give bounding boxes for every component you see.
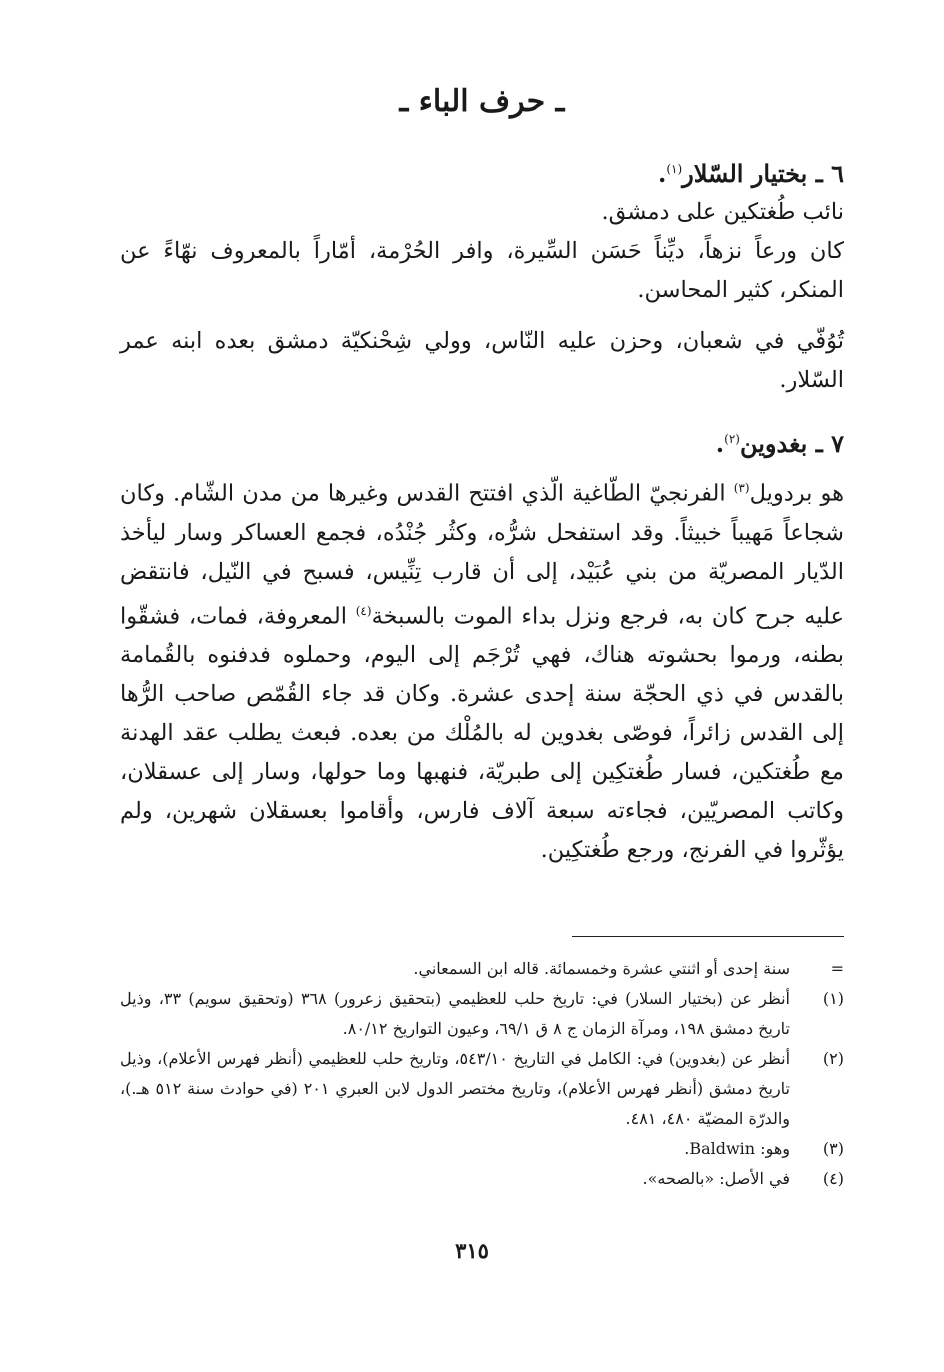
footnote-marker: (٤)	[822, 1169, 844, 1188]
paragraph-mid: الفرنجيّ الطّاغية الّذي افتتح القدس وغيرها من مدن الشّام. وكان شجاعاً مَهيباً خبيثاً. وقد استفحل شرُّه، وكثُر جُنْدُه، فجمع العساكر وسار ليأخذ الدّيار المصريّة من بني عُبَيْد، إلى أن قارب تِنِّيس، فسبح في النّيل، فانتقض عليه جرح كان به، فرجع ونزل بداء الموت بالسبخة	[120, 480, 844, 629]
footnote-ref[interactable]: (١)	[666, 162, 683, 176]
footnote-marker: =	[830, 959, 844, 978]
footnote-ref[interactable]: (٤)	[355, 603, 372, 618]
paragraph-end: المعروفة، فمات، فشقّوا بطنه، ورموا بحشوته هناك، فهي تُرْجَم إلى اليوم، وحملوه فدفنوه بالقُمامة بالقدس في ذي الحجّة سنة إحدى عشرة. وكان قد جاء القُمّص صاحب الرُّها إلى القدس زائراً، فوصّى بغدوين له بالمُلْك من بعده. فبعث يطلب عقد الهدنة مع طُغتكين، فسار طُغتكِين إلى طبريّة، فنهبها وما حولها، وسار إلى عسقلان، وكاتب المصريّين، فجاءته سبعة آلاف فارس، وأقاموا بعسقلان شهرين، ولم يؤثّروا في الفرنج، ورجع طُغتكِين.	[120, 603, 844, 863]
footnotes	[120, 954, 844, 1194]
entry-title	[120, 150, 844, 193]
footnote-text: في الأصل: «بالصحه».	[642, 1169, 790, 1188]
footnote	[120, 954, 844, 984]
footnote-text: أنظر عن (بختيار السلار) في: تاريخ حلب للعظيمي (بتحقيق زعرور) ٣٦٨ (وتحقيق سويم) ٣٣، وذيل تاريخ دمشق ١٩٨، ومرآة الزمان ج ٨ ق ٦٩/١، وعيون التواريخ ٨٠/١٢.	[120, 989, 791, 1038]
entry-title-end: .	[715, 429, 725, 458]
page-number: ٣١٥	[455, 1238, 489, 1263]
footnote	[120, 1044, 844, 1134]
footnote-marker: (٣)	[822, 1139, 844, 1158]
footnote-marker: (١)	[822, 989, 844, 1008]
footnote-marker: (٢)	[822, 1049, 844, 1068]
entry-baghdawin	[120, 420, 844, 870]
footnote	[120, 1134, 844, 1164]
entry-title-end: .	[657, 159, 667, 188]
paragraph-start: هو بردويل	[749, 480, 844, 507]
footnote-divider	[572, 936, 844, 937]
entry-title	[120, 420, 844, 463]
paragraph: تُوُفّي في شعبان، وحزن عليه النّاس، وولي شِحْنكيّة دمشق بعده ابنه عمر السّلار.	[120, 328, 844, 393]
page-body	[120, 82, 844, 870]
footnote	[120, 1164, 844, 1194]
footnote-ref[interactable]: (٢)	[724, 432, 740, 446]
footnote	[120, 984, 844, 1044]
entry-title-text: ٦ ـ بختيار السّلار	[682, 159, 844, 188]
footnote-ref[interactable]: (٣)	[733, 481, 750, 495]
entry-bakhtiyar	[120, 150, 844, 400]
footnote-text: وهو: Baldwin.	[684, 1139, 790, 1158]
footnote-text: أنظر عن (بغدوين) في: الكامل في التاريخ ٥٤٣/١٠، وتاريخ حلب للعظيمي (أنظر فهرس الأعلام)، وذيل تاريخ دمشق (أنظر فهرس الأعلام)، وتاريخ مختصر الدول لابن العبري ٢٠١ (في حوادث سنة ٥١٢ هـ.)، والدرّة المضيّة ٤٨٠، ٤٨١.	[120, 1049, 791, 1128]
paragraph	[120, 469, 844, 870]
paragraph: كان ورعاً نزهاً، ديِّناً حَسَن السِّيرة، وافر الحُرْمة، أمّاراً بالمعروف نهّاءً عن المنكر، كثير المحاسن.	[120, 238, 844, 303]
footnote-text: سنة إحدى أو اثنتي عشرة وخمسمائة. قاله ابن السمعاني.	[413, 959, 790, 978]
entry-title-text: ٧ ـ بغدوين	[739, 429, 844, 458]
page-header: ـ حرف الباء ـ	[399, 84, 565, 119]
paragraph: نائب طُغتكين على دمشق.	[601, 199, 844, 225]
